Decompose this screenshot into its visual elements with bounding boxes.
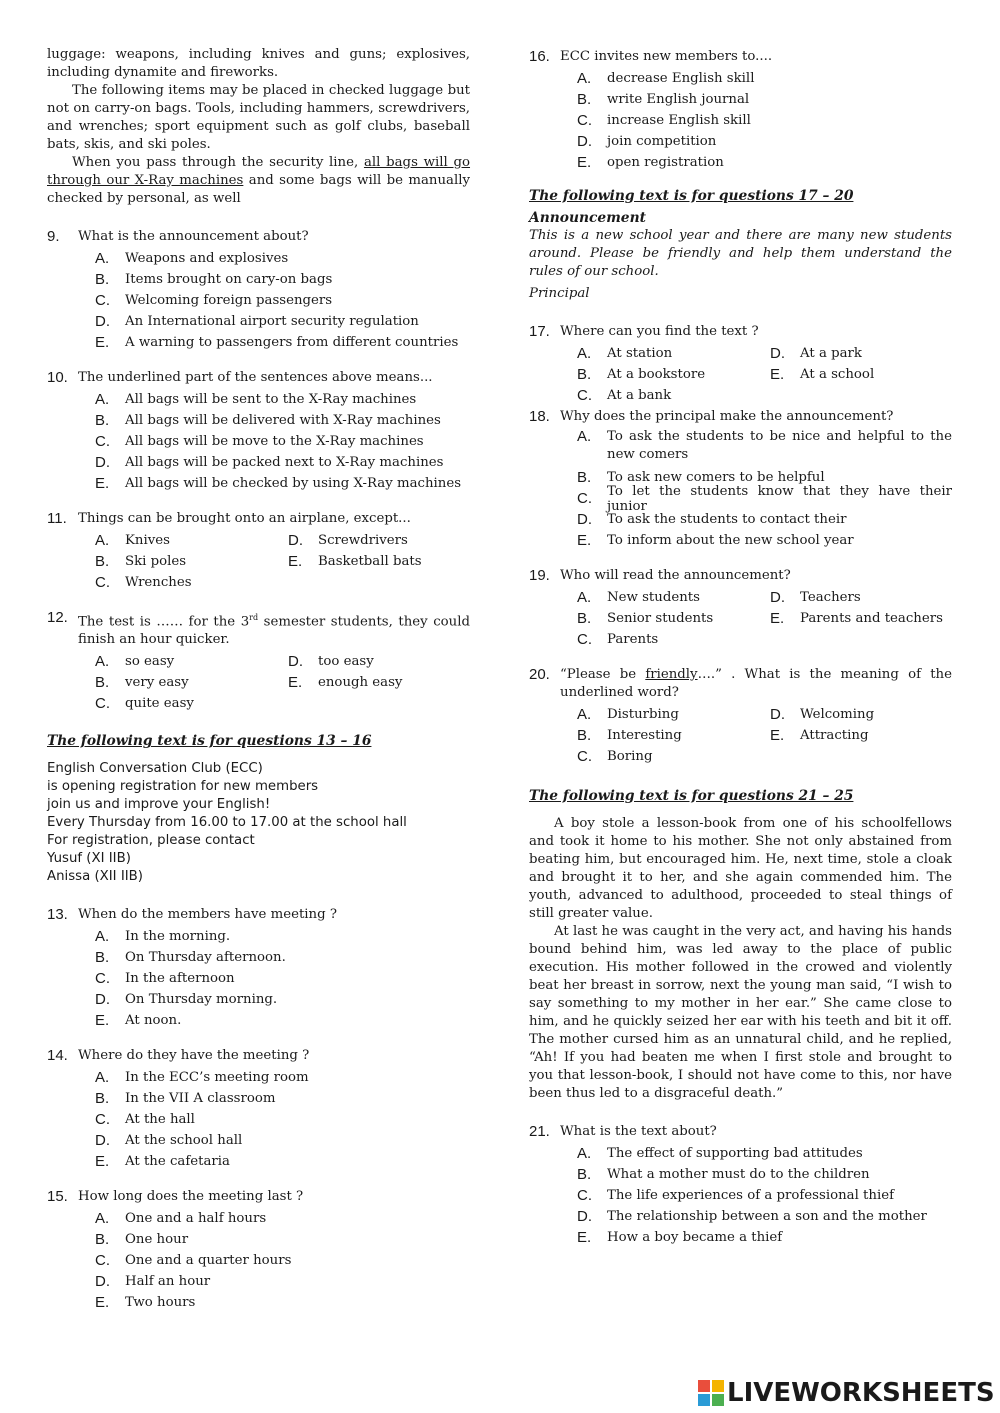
intro-p3-start: When you pass through the security line, xyxy=(72,155,364,170)
option-letter: D. xyxy=(288,653,303,671)
option-letter: D. xyxy=(95,454,110,471)
option-letter: A. xyxy=(577,345,592,362)
option-letter: E. xyxy=(577,1229,592,1246)
option-letter: E. xyxy=(95,1153,110,1171)
ecc-line-5: For registration, please contact xyxy=(47,833,255,849)
option-text: Parents xyxy=(607,632,659,647)
intro-paragraph-3 xyxy=(47,154,470,208)
option-21d[interactable] xyxy=(577,1206,952,1227)
option-letter: C. xyxy=(577,490,592,507)
option-text: write English journal xyxy=(607,92,750,107)
option-20b[interactable] xyxy=(577,725,770,746)
option-text: Knives xyxy=(125,533,170,548)
option-text: Welcoming xyxy=(800,707,875,722)
intro-underlined-phrase: all bags will go through our X-Ray machines xyxy=(47,155,471,188)
option-text: What a mother must do to the children xyxy=(607,1167,870,1182)
option-text: At station xyxy=(607,346,673,361)
option-letter: C. xyxy=(95,433,110,450)
option-text: The effect of supporting bad attitudes xyxy=(607,1146,863,1161)
option-text: Boring xyxy=(607,749,653,764)
option-text: All bags will be move to the X-Ray machines xyxy=(125,434,424,449)
option-letter: C. xyxy=(95,1252,110,1270)
option-text: All bags will be checked by using X-Ray machines xyxy=(125,476,462,491)
option-text: increase English skill xyxy=(607,113,751,128)
option-16c[interactable] xyxy=(577,110,952,131)
left-column xyxy=(47,46,470,1313)
ecc-line-1: English Conversation Club (ECC) xyxy=(47,761,263,777)
option-letter: A. xyxy=(95,653,110,671)
option-14e[interactable] xyxy=(95,1151,470,1172)
option-letter: B. xyxy=(95,412,110,429)
option-text: On Thursday afternoon. xyxy=(125,950,286,966)
option-text: Ski poles xyxy=(125,554,187,569)
ecc-line-4: Every Thursday from 16.00 to 17.00 at the school hall xyxy=(47,815,407,831)
option-letter: A. xyxy=(577,706,592,723)
option-10c[interactable] xyxy=(95,431,470,452)
ecc-line-6: Yusuf (XI IIB) xyxy=(47,851,131,867)
option-13b[interactable] xyxy=(95,947,470,968)
option-19d[interactable] xyxy=(770,587,952,608)
option-text: All bags will be delivered with X-Ray machines xyxy=(125,413,441,428)
option-12b[interactable] xyxy=(95,672,288,693)
option-14b[interactable] xyxy=(95,1088,470,1109)
question-15 xyxy=(47,1188,470,1313)
question-text: What is the text about? xyxy=(560,1124,717,1139)
question-11 xyxy=(47,510,470,593)
option-19b[interactable] xyxy=(577,608,770,629)
ecc-line-3: join us and improve your English! xyxy=(47,797,271,813)
option-18d[interactable] xyxy=(577,509,952,530)
question-number: 17. xyxy=(529,323,550,340)
ecc-flyer xyxy=(47,760,470,886)
option-text: One and a half hours xyxy=(125,1211,267,1227)
option-letter: B. xyxy=(95,1090,110,1108)
option-text: so easy xyxy=(125,654,175,670)
option-letter: B. xyxy=(95,949,110,967)
option-text: New students xyxy=(607,590,700,605)
option-text: Interesting xyxy=(607,728,682,743)
question-text: The underlined part of the sentences above means... xyxy=(78,370,433,385)
question-text: When do the members have meeting ? xyxy=(78,907,337,923)
option-text: To ask the students to contact their xyxy=(607,512,847,527)
option-14a[interactable] xyxy=(95,1067,470,1088)
option-10d[interactable] xyxy=(95,452,470,473)
question-19 xyxy=(529,567,952,650)
option-letter: A. xyxy=(95,1210,110,1228)
option-text: decrease English skill xyxy=(607,71,755,86)
option-21e[interactable] xyxy=(577,1227,952,1248)
option-text: One and a quarter hours xyxy=(125,1253,292,1269)
section-heading-21-25: The following text is for questions 21 – 25 xyxy=(529,788,854,804)
option-text: open registration xyxy=(607,155,724,170)
option-9d[interactable] xyxy=(95,311,470,332)
option-text: The relationship between a son and the mother xyxy=(607,1209,927,1224)
option-text: At a school xyxy=(800,367,875,382)
option-letter: E. xyxy=(577,532,592,549)
option-letter: A. xyxy=(577,70,592,87)
option-letter: C. xyxy=(95,695,110,713)
option-11e[interactable] xyxy=(288,551,470,572)
question-number: 9. xyxy=(47,228,60,245)
option-letter: C. xyxy=(577,1187,592,1204)
option-text: All bags will be sent to the X-Ray machines xyxy=(125,392,417,407)
option-letter: D. xyxy=(577,133,592,150)
question-text: How long does the meeting last ? xyxy=(78,1189,304,1205)
question-text: Where can you find the text ? xyxy=(560,324,759,339)
option-letter: D. xyxy=(95,313,110,330)
option-11a[interactable] xyxy=(95,530,288,551)
option-20a[interactable] xyxy=(577,704,770,725)
option-letter: D. xyxy=(770,589,785,606)
liveworksheets-logo[interactable] xyxy=(698,1380,995,1406)
option-letter: A. xyxy=(95,532,110,549)
option-letter: E. xyxy=(770,727,785,744)
logo-text: LIVEWORKSHEETS xyxy=(727,1378,995,1408)
option-letter: E. xyxy=(288,553,303,570)
underlined-word: friendly xyxy=(645,667,698,682)
option-text: At a park xyxy=(800,346,862,361)
option-13e[interactable] xyxy=(95,1010,470,1031)
option-letter: B. xyxy=(95,553,110,570)
option-letter: B. xyxy=(577,366,592,383)
question-number: 16. xyxy=(529,48,550,65)
question-21 xyxy=(529,1123,952,1248)
option-letter: E. xyxy=(95,1294,110,1312)
question-14 xyxy=(47,1047,470,1172)
option-letter: A. xyxy=(577,1145,592,1162)
question-text: ECC invites new members to.... xyxy=(560,49,773,64)
option-letter: B. xyxy=(577,727,592,744)
option-11d[interactable] xyxy=(288,530,470,551)
option-letter: B. xyxy=(577,1166,592,1183)
option-text: In the ECC’s meeting room xyxy=(125,1070,309,1086)
option-text: The life experiences of a professional thief xyxy=(607,1188,895,1203)
option-9e[interactable] xyxy=(95,332,470,353)
option-text: quite easy xyxy=(125,696,194,712)
option-letter: B. xyxy=(95,271,110,288)
option-letter: D. xyxy=(95,1273,110,1291)
announcement-body: This is a new school year and there are many new students around. Please be friendly and help them understand the rules of our school. xyxy=(529,228,952,279)
option-text: too easy xyxy=(318,654,374,670)
option-text: At a bank xyxy=(607,388,672,403)
question-number: 15. xyxy=(47,1188,68,1206)
question-text: Why does the principal make the announcement? xyxy=(560,409,894,424)
option-text: Disturbing xyxy=(607,707,679,722)
question-17 xyxy=(529,323,952,406)
question-number: 10. xyxy=(47,369,68,386)
question-18 xyxy=(529,408,952,551)
option-text: Senior students xyxy=(607,611,714,626)
question-number: 20. xyxy=(529,666,550,683)
question-text xyxy=(560,666,952,702)
option-12c[interactable] xyxy=(95,693,288,714)
option-letter: C. xyxy=(577,112,592,129)
option-15c[interactable] xyxy=(95,1250,470,1271)
question-20 xyxy=(529,666,952,767)
option-letter: D. xyxy=(95,1132,110,1150)
question-number: 11. xyxy=(47,510,67,527)
question-text: Things can be brought onto an airplane, except... xyxy=(78,511,411,526)
option-text: Teachers xyxy=(800,590,861,605)
option-letter: E. xyxy=(770,366,785,383)
option-10e[interactable] xyxy=(95,473,470,494)
option-16d[interactable] xyxy=(577,131,952,152)
intro-paragraph-1: luggage: weapons, including knives and guns; explosives, including dynamite and fireworks. xyxy=(47,47,470,80)
announcement-signature: Principal xyxy=(529,286,590,301)
option-text: Basketball bats xyxy=(318,554,422,569)
question-number: 13. xyxy=(47,906,68,924)
section-heading-13-16: The following text is for questions 13 – 16 xyxy=(47,733,372,750)
option-text: At a bookstore xyxy=(607,367,706,382)
option-10a[interactable] xyxy=(95,389,470,410)
option-17b[interactable] xyxy=(577,364,770,385)
option-16b[interactable] xyxy=(577,89,952,110)
option-17a[interactable] xyxy=(577,343,770,364)
option-letter: B. xyxy=(577,91,592,108)
question-text: What is the announcement about? xyxy=(78,229,309,244)
option-letter: D. xyxy=(577,1208,592,1225)
option-letter: E. xyxy=(95,334,110,351)
option-9b[interactable] xyxy=(95,269,470,290)
option-18c[interactable] xyxy=(577,483,952,514)
intro-p3-end: and some bags will be manually checked by personal, as well xyxy=(47,173,471,206)
option-15b[interactable] xyxy=(95,1229,470,1250)
option-text: join competition xyxy=(607,134,717,149)
question-12 xyxy=(47,609,470,714)
option-text: enough easy xyxy=(318,675,403,691)
option-13a[interactable] xyxy=(95,926,470,947)
question-text-end: ….” . What is the meaning of the underlined word? xyxy=(560,667,952,700)
question-text: Where do they have the meeting ? xyxy=(78,1048,310,1064)
option-letter: A. xyxy=(95,1069,110,1087)
question-number: 12. xyxy=(47,609,68,626)
option-text: In the morning. xyxy=(125,929,231,945)
option-text: Wrenches xyxy=(125,575,192,590)
option-letter: D. xyxy=(770,345,785,362)
option-9a[interactable] xyxy=(95,248,470,269)
option-17c[interactable] xyxy=(577,385,770,406)
option-18e[interactable] xyxy=(577,530,952,551)
option-20d[interactable] xyxy=(770,704,952,725)
option-text: To ask the students to be nice and helpful to the new comers xyxy=(607,429,952,462)
option-letter: D. xyxy=(95,991,110,1009)
option-14d[interactable] xyxy=(95,1130,470,1151)
question-9 xyxy=(47,228,470,353)
option-letter: D. xyxy=(770,706,785,723)
option-text: Parents and teachers xyxy=(800,611,943,626)
option-text: Welcoming foreign passengers xyxy=(125,293,333,308)
option-12a[interactable] xyxy=(95,651,288,672)
question-text-start: “Please be xyxy=(560,667,646,682)
option-13c[interactable] xyxy=(95,968,470,989)
option-letter: B. xyxy=(95,1231,110,1249)
option-letter: C. xyxy=(95,970,110,988)
option-letter: C. xyxy=(95,574,110,591)
option-15e[interactable] xyxy=(95,1292,470,1313)
option-letter: E. xyxy=(288,674,303,692)
option-letter: B. xyxy=(577,610,592,627)
option-18a[interactable] xyxy=(577,428,952,464)
option-text: At the hall xyxy=(125,1112,195,1128)
option-text: At the cafetaria xyxy=(125,1154,230,1170)
option-text: Half an hour xyxy=(125,1274,211,1290)
option-text: On Thursday morning. xyxy=(125,992,278,1008)
option-letter: A. xyxy=(95,928,110,946)
option-17d[interactable] xyxy=(770,343,952,364)
option-letter: E. xyxy=(577,154,592,171)
question-number: 18. xyxy=(529,408,550,425)
option-text: Attracting xyxy=(800,728,869,743)
option-text: At the school hall xyxy=(125,1133,243,1149)
option-text: To ask new comers to be helpful xyxy=(607,470,825,485)
option-text: Weapons and explosives xyxy=(125,251,289,266)
option-15d[interactable] xyxy=(95,1271,470,1292)
liveworksheets-logo-icon xyxy=(698,1380,724,1406)
option-letter: C. xyxy=(577,631,592,648)
option-13d[interactable] xyxy=(95,989,470,1010)
option-19a[interactable] xyxy=(577,587,770,608)
question-10 xyxy=(47,369,470,494)
question-number: 21. xyxy=(529,1123,550,1140)
option-20c[interactable] xyxy=(577,746,770,767)
option-text: Items brought on cary-on bags xyxy=(125,272,333,287)
option-19e[interactable] xyxy=(770,608,952,629)
option-text: To inform about the new school year xyxy=(607,533,854,548)
option-text: An International airport security regulation xyxy=(125,314,419,329)
right-column xyxy=(529,46,952,1248)
question-16 xyxy=(529,48,952,173)
option-11b[interactable] xyxy=(95,551,288,572)
option-21c[interactable] xyxy=(577,1185,952,1206)
option-text: One hour xyxy=(125,1232,189,1248)
option-text: Screwdrivers xyxy=(318,533,408,548)
option-14c[interactable] xyxy=(95,1109,470,1130)
option-letter: A. xyxy=(95,391,110,408)
question-number: 14. xyxy=(47,1047,68,1065)
option-10b[interactable] xyxy=(95,410,470,431)
story-paragraph-2: At last he was caught in the very act, and having his hands bound behind him, was led away to the place of public execution. His mother followed in the crowed and violently beat her breast in sorrow, next the young man said, “I wish to say something to my mother in her ear.” She came close to him, and he quickly seized her ear with his teeth and bit it off. The mother cursed him as an unnatural child, and he replied, “Ah! If you had beaten me when I first stole and brought to you that lesson-book, I should not have come to this, nor have been thus led to a disgraceful death.” xyxy=(529,924,952,1101)
option-letter: E. xyxy=(95,475,110,492)
question-text: Who will read the announcement? xyxy=(560,568,791,583)
option-letter: B. xyxy=(95,674,110,692)
option-text: How a boy became a thief xyxy=(607,1230,783,1245)
option-letter: C. xyxy=(577,748,592,765)
option-letter: B. xyxy=(577,469,592,486)
ecc-line-7: Anissa (XII IIB) xyxy=(47,869,143,885)
option-text: Two hours xyxy=(125,1295,196,1311)
option-16e[interactable] xyxy=(577,152,952,173)
option-text: At noon. xyxy=(125,1013,182,1029)
option-letter: A. xyxy=(95,250,110,267)
option-letter: E. xyxy=(95,1012,110,1030)
option-text: very easy xyxy=(125,675,189,691)
option-11c[interactable] xyxy=(95,572,288,593)
option-15a[interactable] xyxy=(95,1208,470,1229)
option-text: A warning to passengers from different countries xyxy=(125,335,459,350)
ecc-line-2: is opening registration for new members xyxy=(47,779,319,795)
option-letter: D. xyxy=(577,511,592,528)
announcement-title: Announcement xyxy=(529,210,646,226)
option-letter: A. xyxy=(577,589,592,606)
question-text-end: semester students, they could finish an hour quicker. xyxy=(78,614,470,648)
intro-paragraph-2: The following items may be placed in checked luggage but not on carry-on bags. Tools, including hammers, screwdrivers, and wrenches; sport equipment such as golf clubs, baseball bats, skis, and ski poles. xyxy=(47,83,470,152)
option-text: In the VII A classroom xyxy=(125,1091,276,1107)
option-letter: E. xyxy=(770,610,785,627)
option-letter: C. xyxy=(577,387,592,404)
option-12e[interactable] xyxy=(288,672,470,693)
option-letter: C. xyxy=(95,292,110,309)
option-9c[interactable] xyxy=(95,290,470,311)
option-17e[interactable] xyxy=(770,364,952,385)
option-letter: A. xyxy=(577,428,592,445)
option-21a[interactable] xyxy=(577,1143,952,1164)
ordinal-suffix: rd xyxy=(249,613,259,622)
option-12d[interactable] xyxy=(288,651,470,672)
question-text xyxy=(78,609,470,649)
option-text: All bags will be packed next to X-Ray machines xyxy=(125,455,444,470)
option-text: To let the students know that they have their junior xyxy=(607,483,952,514)
option-21b[interactable] xyxy=(577,1164,952,1185)
section-heading-17-20: The following text is for questions 17 – 20 xyxy=(529,188,854,204)
option-text: In the afternoon xyxy=(125,971,235,987)
option-letter: C. xyxy=(95,1111,110,1129)
option-letter: D. xyxy=(288,532,303,549)
option-20e[interactable] xyxy=(770,725,952,746)
question-number: 19. xyxy=(529,567,550,584)
option-19c[interactable] xyxy=(577,629,770,650)
story-paragraph-1: A boy stole a lesson-book from one of his schoolfellows and took it home to his mother. She not only abstained from beating him, but encouraged him. He, next time, stole a cloak and brought it to her, and she again commended him. The youth, advanced to adulthood, proceeded to steal things of still greater value. xyxy=(529,816,952,921)
question-13 xyxy=(47,906,470,1031)
question-text-start: The test is …… for the 3 xyxy=(78,614,250,630)
option-16a[interactable] xyxy=(577,68,952,89)
